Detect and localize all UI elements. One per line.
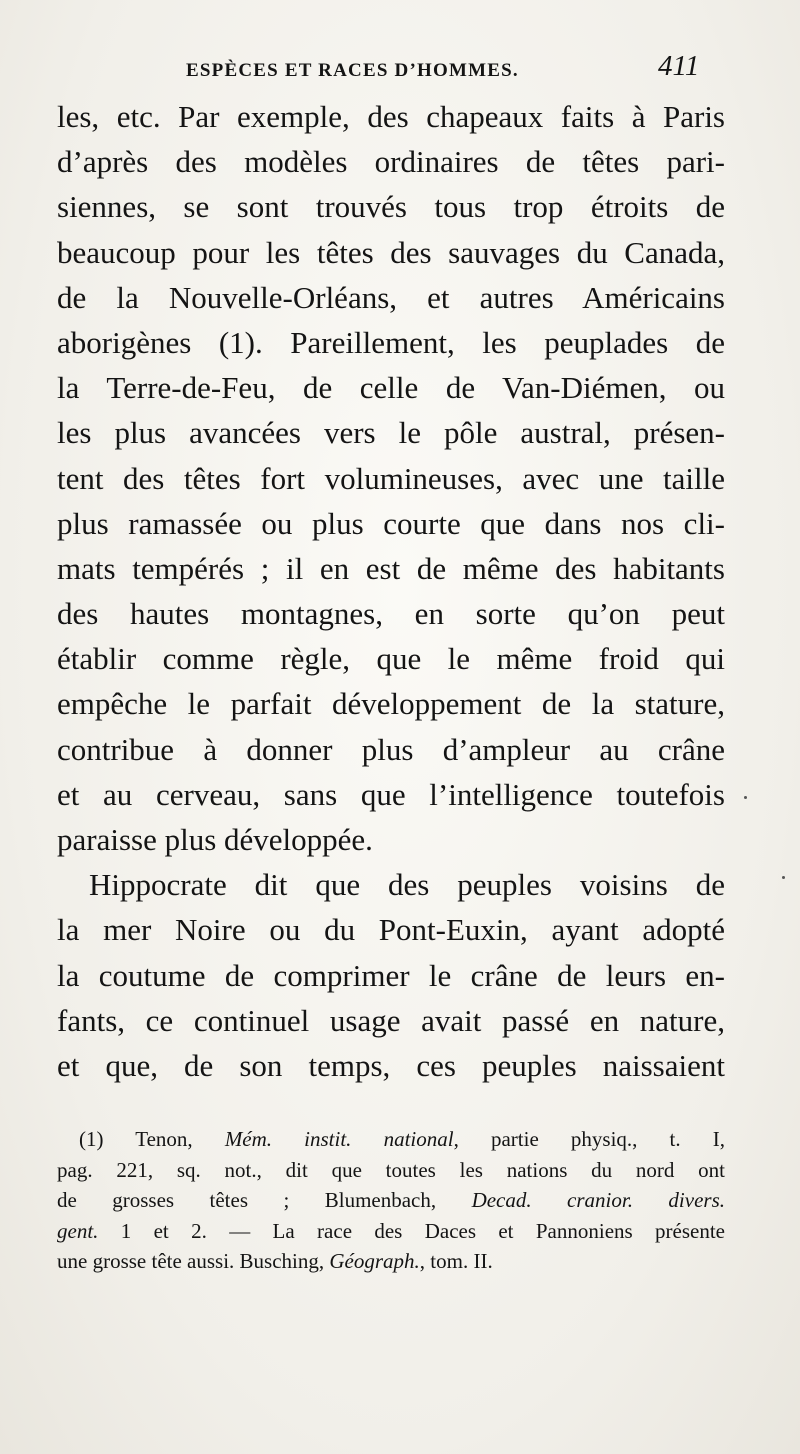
footnote-line [57, 1185, 725, 1216]
text-line: empêche le parfait développement de la stature, [57, 686, 725, 722]
body-text [57, 94, 725, 1088]
text-line: des hautes montagnes, en sorte qu’on peut [57, 596, 725, 632]
footnote-text: une grosse tête aussi. Busching, [57, 1249, 330, 1273]
page-number: 411 [658, 50, 700, 82]
text-line: la coutume de comprimer le crâne de leurs en- [57, 957, 725, 993]
running-head [0, 50, 800, 90]
text-line: beaucoup pour les têtes des sauvages du Canada, [57, 234, 725, 270]
footnote-text: 1 et 2. — La race des Daces et Pannoniens présente [98, 1218, 725, 1243]
footnote-citation: Mém. instit. national [224, 1127, 454, 1151]
footnote [57, 1124, 725, 1277]
footnote-line [57, 1124, 725, 1155]
footnote-text: , tom. II. [419, 1249, 493, 1273]
footnote-text: de grosses têtes ; Blumenbach, [57, 1188, 472, 1212]
text-line: établir comme règle, que le même froid qui [57, 641, 725, 677]
text-line: tent des têtes fort volumineuses, avec une taille [57, 460, 725, 496]
text-line: d’après des modèles ordinaires de têtes pari- [57, 144, 725, 180]
text-line: les, etc. Par exemple, des chapeaux faits à Paris [57, 99, 725, 134]
footnote-text: , partie physiq., t. I, [453, 1127, 725, 1151]
text-line: fants, ce continuel usage avait passé en nature, [57, 1002, 725, 1038]
ink-speck [744, 796, 747, 799]
text-line: contribue à donner plus d’ampleur au crâne [57, 731, 725, 767]
text-line: de la Nouvelle-Orléans, et autres Américains [57, 279, 725, 315]
running-title: ESPÈCES ET RACES D’HOMMES. [186, 60, 519, 81]
footnote-line [57, 1246, 725, 1277]
text-line: les plus avancées vers le pôle austral, présen- [57, 415, 725, 451]
text-line: plus ramassée ou plus courte que dans nos cli- [57, 505, 725, 541]
text-line: la mer Noire ou du Pont-Euxin, ayant adopté [57, 912, 725, 948]
text-line: et que, de son temps, ces peuples naissaient [57, 1047, 725, 1083]
text-line: aborigènes (1). Pareillement, les peuplades de [57, 324, 725, 360]
text-line: paraisse plus développée. [57, 822, 373, 857]
ink-speck [782, 876, 785, 879]
footnote-citation: Géograph. [329, 1249, 420, 1273]
footnote-line: pag. 221, sq. not., dit que toutes les nations du nord ont [57, 1157, 725, 1182]
footnote-line [57, 1216, 725, 1247]
footnote-citation: gent. [57, 1218, 99, 1243]
text-line: mats tempérés ; il en est de même des habitants [57, 550, 725, 586]
text-line: la Terre-de-Feu, de celle de Van-Diémen, ou [57, 370, 725, 406]
text-line: et au cerveau, sans que l’intelligence toutefois [57, 776, 725, 812]
footnote-citation: Decad. cranior. divers. [471, 1188, 725, 1212]
text-line: siennes, se sont trouvés tous trop étroits de [57, 189, 725, 225]
footnote-text: (1) Tenon, [79, 1127, 225, 1151]
paragraph-start-line: Hippocrate dit que des peuples voisins de [89, 867, 725, 903]
